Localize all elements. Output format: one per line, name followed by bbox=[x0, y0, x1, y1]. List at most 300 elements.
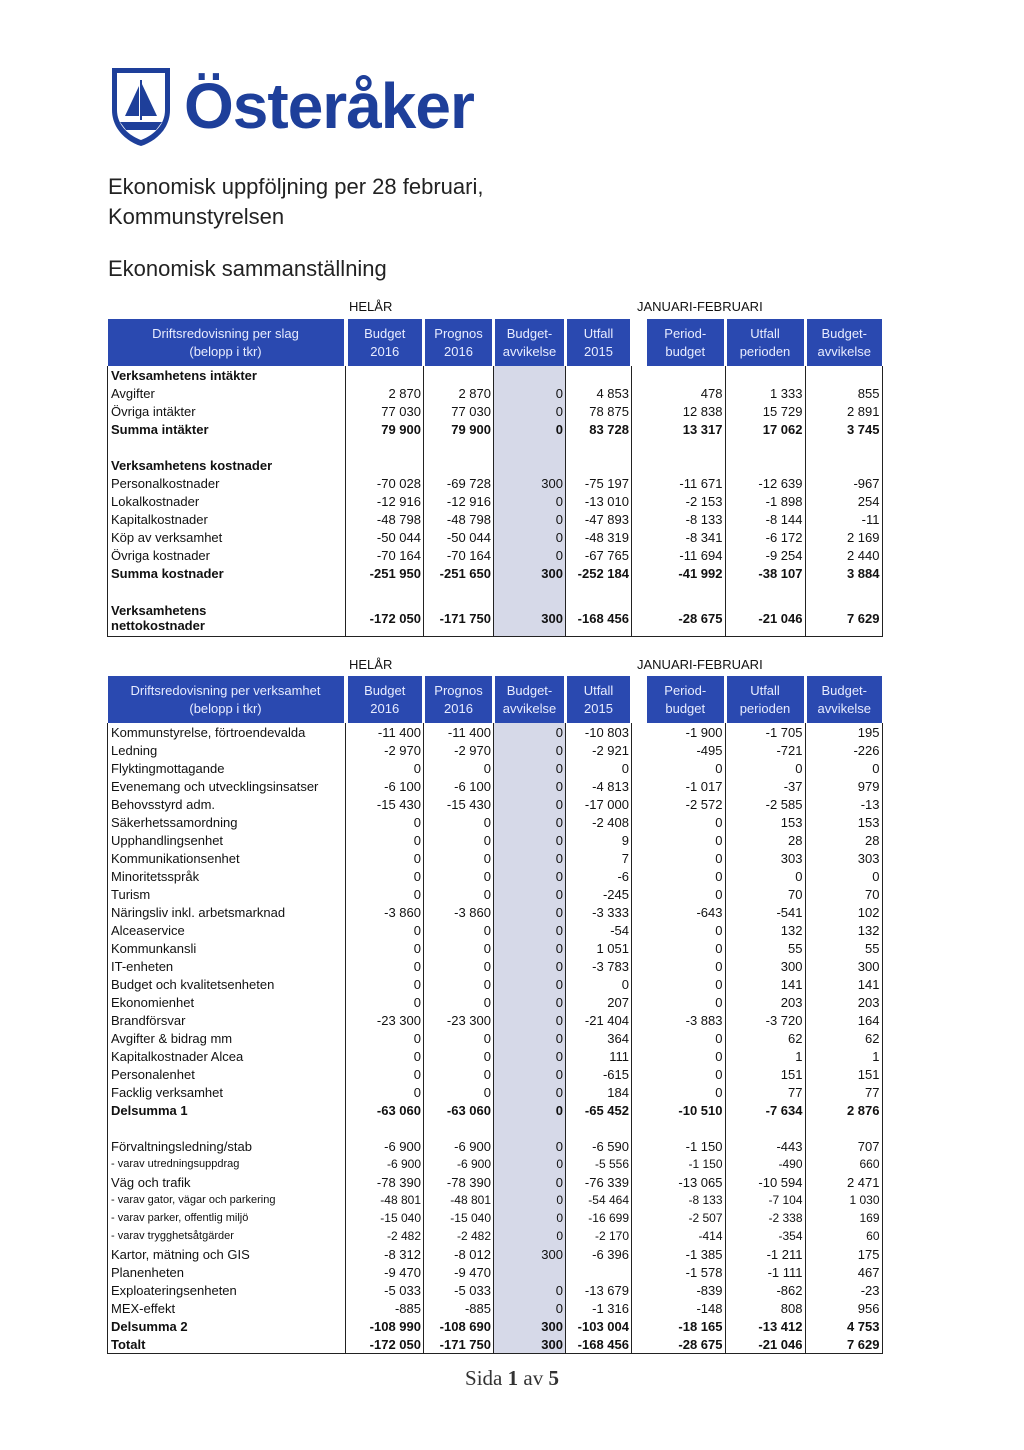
cell-utfall: -17 000 bbox=[566, 795, 632, 813]
cell-avvikelse-period: 7 629 bbox=[805, 600, 882, 637]
cell-avvikelse: 0 bbox=[494, 1173, 566, 1191]
table-row bbox=[108, 1065, 883, 1083]
cell-utfall-perioden: 17 062 bbox=[725, 420, 805, 438]
cell-avvikelse: 300 bbox=[494, 564, 566, 582]
column-gap bbox=[632, 402, 648, 420]
cell-prognos: 79 900 bbox=[424, 420, 494, 438]
cell-utfall: 1 051 bbox=[566, 939, 632, 957]
cell-avvikelse-period: 164 bbox=[805, 1011, 882, 1029]
cell-avvikelse-period: 0 bbox=[805, 759, 882, 777]
row-label: Lokalkostnader bbox=[108, 492, 346, 510]
cell-budget: -9 470 bbox=[346, 1263, 424, 1281]
table-row bbox=[108, 1029, 883, 1047]
cell-prognos: -8 012 bbox=[424, 1245, 494, 1263]
table-row bbox=[108, 1083, 883, 1101]
cell-avvikelse-period: 2 876 bbox=[805, 1101, 882, 1119]
cell-periodbudget: -495 bbox=[647, 741, 725, 759]
cell-avvikelse: 0 bbox=[494, 993, 566, 1011]
cell-budget: -6 900 bbox=[346, 1137, 424, 1155]
cell-budget: -63 060 bbox=[346, 1101, 424, 1119]
table-row bbox=[108, 1281, 883, 1299]
cell-utfall-perioden: -721 bbox=[725, 741, 805, 759]
cell-avvikelse-period: 1 030 bbox=[805, 1191, 882, 1209]
cell-prognos: -251 650 bbox=[424, 564, 494, 582]
column-gap bbox=[632, 456, 648, 474]
cell-periodbudget bbox=[647, 582, 725, 600]
cell-avvikelse: 0 bbox=[494, 885, 566, 903]
column-gap bbox=[632, 1029, 648, 1047]
cell-avvikelse-period: 855 bbox=[805, 384, 882, 402]
footer-mid: av bbox=[523, 1366, 544, 1390]
cell-budget: -48 798 bbox=[346, 510, 424, 528]
cell-avvikelse-period: 1 bbox=[805, 1047, 882, 1065]
cell-budget: 0 bbox=[346, 849, 424, 867]
cell-avvikelse: 0 bbox=[494, 420, 566, 438]
cell-utfall-perioden: -2 585 bbox=[725, 795, 805, 813]
table-row bbox=[108, 867, 883, 885]
row-label: Totalt bbox=[108, 1335, 346, 1354]
cell-avvikelse: 0 bbox=[494, 957, 566, 975]
column-gap bbox=[632, 510, 648, 528]
cell-utfall-perioden: 1 333 bbox=[725, 384, 805, 402]
cell-utfall: -13 679 bbox=[566, 1281, 632, 1299]
column-gap bbox=[632, 564, 648, 582]
cell-budget: 0 bbox=[346, 993, 424, 1011]
table-row bbox=[108, 456, 883, 474]
cell-avvikelse-period: -23 bbox=[805, 1281, 882, 1299]
cell-avvikelse-period: 4 753 bbox=[805, 1317, 882, 1335]
cell-utfall-perioden: -13 412 bbox=[725, 1317, 805, 1335]
column-gap bbox=[632, 903, 648, 921]
cell-prognos: 0 bbox=[424, 939, 494, 957]
cell-avvikelse: 0 bbox=[494, 1209, 566, 1227]
cell-budget: -2 970 bbox=[346, 741, 424, 759]
cell-prognos: 0 bbox=[424, 1083, 494, 1101]
cell-prognos: -15 040 bbox=[424, 1209, 494, 1227]
cell-utfall bbox=[566, 1263, 632, 1281]
cell-avvikelse-period: 2 891 bbox=[805, 402, 882, 420]
table-row bbox=[108, 1155, 883, 1173]
column-gap bbox=[632, 957, 648, 975]
row-label: - varav gator, vägar och parkering bbox=[108, 1191, 346, 1209]
cell-prognos: 0 bbox=[424, 867, 494, 885]
cell-periodbudget: -1 150 bbox=[647, 1155, 725, 1173]
cell-avvikelse bbox=[494, 1263, 566, 1281]
row-label: Kommunkansli bbox=[108, 939, 346, 957]
table-header-row bbox=[108, 676, 883, 723]
cell-periodbudget: -13 065 bbox=[647, 1173, 725, 1191]
table-row bbox=[108, 510, 883, 528]
cell-utfall-perioden: -9 254 bbox=[725, 546, 805, 564]
cell-utfall-perioden: -1 898 bbox=[725, 492, 805, 510]
cell-periodbudget: 0 bbox=[647, 867, 725, 885]
row-label: Summa intäkter bbox=[108, 420, 346, 438]
cell-periodbudget bbox=[647, 1119, 725, 1137]
cell-utfall-perioden: -3 720 bbox=[725, 1011, 805, 1029]
cell-budget: 0 bbox=[346, 759, 424, 777]
cell-periodbudget: -8 341 bbox=[647, 528, 725, 546]
cell-prognos: -23 300 bbox=[424, 1011, 494, 1029]
cell-utfall-perioden: -862 bbox=[725, 1281, 805, 1299]
row-label: Väg och trafik bbox=[108, 1173, 346, 1191]
cell-avvikelse bbox=[494, 366, 566, 384]
table-row bbox=[108, 993, 883, 1011]
cell-budget: 2 870 bbox=[346, 384, 424, 402]
cell-periodbudget: -28 675 bbox=[647, 600, 725, 637]
cell-budget bbox=[346, 456, 424, 474]
cell-utfall-perioden: -21 046 bbox=[725, 600, 805, 637]
page-footer bbox=[0, 1366, 1024, 1391]
cell-utfall: -245 bbox=[566, 885, 632, 903]
cell-utfall: -2 408 bbox=[566, 813, 632, 831]
cell-utfall-perioden: -38 107 bbox=[725, 564, 805, 582]
row-label: Flyktingmottagande bbox=[108, 759, 346, 777]
row-label: Summa kostnader bbox=[108, 564, 346, 582]
cell-periodbudget: 0 bbox=[647, 921, 725, 939]
cell-avvikelse-period: 70 bbox=[805, 885, 882, 903]
cell-avvikelse-period bbox=[805, 456, 882, 474]
cell-budget: 0 bbox=[346, 1065, 424, 1083]
table-row bbox=[108, 903, 883, 921]
table-row bbox=[108, 849, 883, 867]
cell-prognos bbox=[424, 1119, 494, 1137]
header-prognos: Prognos 2016 bbox=[424, 319, 494, 366]
cell-periodbudget: -8 133 bbox=[647, 1191, 725, 1209]
cell-avvikelse: 0 bbox=[494, 777, 566, 795]
cell-prognos: 0 bbox=[424, 885, 494, 903]
column-gap bbox=[632, 492, 648, 510]
footer-prefix: Sida bbox=[465, 1366, 503, 1390]
table-row bbox=[108, 528, 883, 546]
row-label: Övriga kostnader bbox=[108, 546, 346, 564]
column-gap bbox=[632, 1011, 648, 1029]
column-gap bbox=[632, 849, 648, 867]
cell-prognos: -6 100 bbox=[424, 777, 494, 795]
cell-avvikelse: 300 bbox=[494, 1335, 566, 1354]
cell-periodbudget: -1 017 bbox=[647, 777, 725, 795]
header-utfall-perioden: Utfall perioden bbox=[725, 319, 805, 366]
cell-periodbudget bbox=[647, 438, 725, 456]
cell-utfall bbox=[566, 582, 632, 600]
cell-avvikelse-period: 2 169 bbox=[805, 528, 882, 546]
cell-prognos: -48 801 bbox=[424, 1191, 494, 1209]
row-label bbox=[108, 1119, 346, 1137]
cell-utfall: -21 404 bbox=[566, 1011, 632, 1029]
cell-avvikelse: 0 bbox=[494, 741, 566, 759]
cell-prognos: -78 390 bbox=[424, 1173, 494, 1191]
cell-budget: -12 916 bbox=[346, 492, 424, 510]
cell-prognos: -69 728 bbox=[424, 474, 494, 492]
cell-utfall: -76 339 bbox=[566, 1173, 632, 1191]
cell-prognos: -171 750 bbox=[424, 600, 494, 637]
column-gap bbox=[632, 1065, 648, 1083]
header-budget: Budget 2016 bbox=[346, 676, 424, 723]
cell-periodbudget: -18 165 bbox=[647, 1317, 725, 1335]
header-avvikelse-period: Budget- avvikelse bbox=[805, 676, 882, 723]
cell-avvikelse-period: 60 bbox=[805, 1227, 882, 1245]
logo-wordmark: Österåker bbox=[184, 70, 474, 142]
table-row bbox=[108, 759, 883, 777]
section-title: Ekonomisk sammanställning bbox=[108, 256, 387, 281]
cell-prognos: -171 750 bbox=[424, 1335, 494, 1354]
table-row bbox=[108, 921, 883, 939]
table-row bbox=[108, 777, 883, 795]
cell-avvikelse: 0 bbox=[494, 1047, 566, 1065]
cell-periodbudget: 0 bbox=[647, 849, 725, 867]
cell-utfall: -65 452 bbox=[566, 1101, 632, 1119]
cell-utfall-perioden: -354 bbox=[725, 1227, 805, 1245]
cell-periodbudget: -8 133 bbox=[647, 510, 725, 528]
table-row bbox=[108, 1245, 883, 1263]
column-gap bbox=[632, 993, 648, 1011]
period-label-ytd-2: JANUARI-FEBRUARI bbox=[637, 657, 763, 672]
cell-utfall: -103 004 bbox=[566, 1317, 632, 1335]
cell-periodbudget: -11 671 bbox=[647, 474, 725, 492]
table-row bbox=[108, 402, 883, 420]
header-prognos: Prognos 2016 bbox=[424, 676, 494, 723]
cell-avvikelse-period: -226 bbox=[805, 741, 882, 759]
cell-avvikelse-period: 141 bbox=[805, 975, 882, 993]
cell-budget: -3 860 bbox=[346, 903, 424, 921]
row-label: Exploateringsenheten bbox=[108, 1281, 346, 1299]
cell-utfall: -2 921 bbox=[566, 741, 632, 759]
row-label: Kommunstyrelse, förtroendevalda bbox=[108, 723, 346, 741]
table-per-slag bbox=[107, 319, 883, 637]
cell-avvikelse-period: 132 bbox=[805, 921, 882, 939]
header-avvikelse: Budget- avvikelse bbox=[494, 676, 566, 723]
cell-utfall: -6 bbox=[566, 867, 632, 885]
row-label: Brandförsvar bbox=[108, 1011, 346, 1029]
cell-prognos: -48 798 bbox=[424, 510, 494, 528]
table-row bbox=[108, 384, 883, 402]
cell-avvikelse-period bbox=[805, 582, 882, 600]
cell-avvikelse: 0 bbox=[494, 402, 566, 420]
cell-prognos: -50 044 bbox=[424, 528, 494, 546]
municipal-shield-icon bbox=[108, 64, 174, 148]
cell-utfall-perioden: -21 046 bbox=[725, 1335, 805, 1354]
cell-avvikelse: 0 bbox=[494, 921, 566, 939]
cell-periodbudget: 0 bbox=[647, 1065, 725, 1083]
cell-utfall-perioden: -2 338 bbox=[725, 1209, 805, 1227]
cell-utfall-perioden: 153 bbox=[725, 813, 805, 831]
row-label: Näringsliv inkl. arbetsmarknad bbox=[108, 903, 346, 921]
cell-avvikelse-period: 28 bbox=[805, 831, 882, 849]
row-label: - varav utredningsuppdrag bbox=[108, 1155, 346, 1173]
cell-avvikelse: 0 bbox=[494, 1011, 566, 1029]
cell-avvikelse-period bbox=[805, 1119, 882, 1137]
cell-utfall-perioden: 77 bbox=[725, 1083, 805, 1101]
row-label: Köp av verksamhet bbox=[108, 528, 346, 546]
header-budget: Budget 2016 bbox=[346, 319, 424, 366]
cell-budget: -172 050 bbox=[346, 1335, 424, 1354]
cell-prognos: 0 bbox=[424, 849, 494, 867]
cell-avvikelse: 0 bbox=[494, 1083, 566, 1101]
cell-utfall-perioden: 151 bbox=[725, 1065, 805, 1083]
cell-utfall-perioden: -10 594 bbox=[725, 1173, 805, 1191]
row-label: Turism bbox=[108, 885, 346, 903]
row-label: Personalkostnader bbox=[108, 474, 346, 492]
cell-utfall bbox=[566, 456, 632, 474]
row-label: Kapitalkostnader bbox=[108, 510, 346, 528]
row-label: IT-enheten bbox=[108, 957, 346, 975]
cell-budget: -78 390 bbox=[346, 1173, 424, 1191]
report-title-line1: Ekonomisk uppföljning per 28 februari, bbox=[108, 174, 484, 199]
column-gap bbox=[632, 777, 648, 795]
cell-utfall bbox=[566, 1119, 632, 1137]
header-periodbudget: Period- budget bbox=[647, 676, 725, 723]
cell-budget: -251 950 bbox=[346, 564, 424, 582]
cell-avvikelse: 0 bbox=[494, 723, 566, 741]
column-gap bbox=[632, 546, 648, 564]
cell-utfall-perioden: -541 bbox=[725, 903, 805, 921]
cell-utfall: -48 319 bbox=[566, 528, 632, 546]
table-row bbox=[108, 564, 883, 582]
column-gap bbox=[632, 1083, 648, 1101]
cell-utfall-perioden: 132 bbox=[725, 921, 805, 939]
table-header-row bbox=[108, 319, 883, 366]
cell-avvikelse-period: 153 bbox=[805, 813, 882, 831]
column-gap bbox=[632, 975, 648, 993]
cell-utfall: -168 456 bbox=[566, 1335, 632, 1354]
cell-budget: -885 bbox=[346, 1299, 424, 1317]
cell-avvikelse: 0 bbox=[494, 867, 566, 885]
column-gap bbox=[632, 1299, 648, 1317]
header-avvikelse: Budget- avvikelse bbox=[494, 319, 566, 366]
report-title-line2: Kommunstyrelsen bbox=[108, 203, 285, 229]
cell-prognos: 0 bbox=[424, 957, 494, 975]
cell-avvikelse: 300 bbox=[494, 1245, 566, 1263]
cell-avvikelse-period: -967 bbox=[805, 474, 882, 492]
column-gap bbox=[632, 921, 648, 939]
table-row bbox=[108, 366, 883, 384]
cell-utfall: -2 170 bbox=[566, 1227, 632, 1245]
cell-avvikelse: 0 bbox=[494, 1155, 566, 1173]
cell-prognos: -12 916 bbox=[424, 492, 494, 510]
cell-periodbudget: -3 883 bbox=[647, 1011, 725, 1029]
cell-utfall: -10 803 bbox=[566, 723, 632, 741]
cell-periodbudget: -839 bbox=[647, 1281, 725, 1299]
table-row bbox=[108, 1101, 883, 1119]
cell-utfall-perioden: 141 bbox=[725, 975, 805, 993]
cell-avvikelse-period bbox=[805, 438, 882, 456]
table-per-verksamhet bbox=[107, 676, 883, 1354]
cell-budget: -108 990 bbox=[346, 1317, 424, 1335]
table-row bbox=[108, 813, 883, 831]
cell-periodbudget: 0 bbox=[647, 813, 725, 831]
cell-prognos: 0 bbox=[424, 975, 494, 993]
cell-prognos: 0 bbox=[424, 1065, 494, 1083]
column-gap bbox=[632, 474, 648, 492]
cell-avvikelse: 0 bbox=[494, 1029, 566, 1047]
table-row bbox=[108, 975, 883, 993]
cell-avvikelse-period: 3 884 bbox=[805, 564, 882, 582]
cell-utfall-perioden: -490 bbox=[725, 1155, 805, 1173]
cell-periodbudget: 478 bbox=[647, 384, 725, 402]
cell-prognos: 0 bbox=[424, 1029, 494, 1047]
cell-utfall: 4 853 bbox=[566, 384, 632, 402]
cell-utfall-perioden bbox=[725, 456, 805, 474]
row-label: Säkerhetssamordning bbox=[108, 813, 346, 831]
cell-avvikelse: 0 bbox=[494, 975, 566, 993]
cell-prognos: -11 400 bbox=[424, 723, 494, 741]
cell-utfall-perioden: -12 639 bbox=[725, 474, 805, 492]
cell-periodbudget: -10 510 bbox=[647, 1101, 725, 1119]
cell-avvikelse: 0 bbox=[494, 492, 566, 510]
cell-utfall-perioden: 0 bbox=[725, 759, 805, 777]
row-label: Facklig verksamhet bbox=[108, 1083, 346, 1101]
cell-prognos: -70 164 bbox=[424, 546, 494, 564]
cell-avvikelse: 0 bbox=[494, 849, 566, 867]
cell-utfall: -4 813 bbox=[566, 777, 632, 795]
cell-utfall: 111 bbox=[566, 1047, 632, 1065]
report-title bbox=[108, 172, 608, 231]
column-gap bbox=[632, 867, 648, 885]
cell-avvikelse: 0 bbox=[494, 939, 566, 957]
cell-periodbudget: -148 bbox=[647, 1299, 725, 1317]
row-label: Planenheten bbox=[108, 1263, 346, 1281]
cell-budget: -5 033 bbox=[346, 1281, 424, 1299]
cell-avvikelse: 300 bbox=[494, 1317, 566, 1335]
cell-utfall: 207 bbox=[566, 993, 632, 1011]
cell-avvikelse-period: 203 bbox=[805, 993, 882, 1011]
cell-budget: 0 bbox=[346, 1083, 424, 1101]
cell-budget: -8 312 bbox=[346, 1245, 424, 1263]
header-utfall: Utfall 2015 bbox=[566, 676, 632, 723]
cell-periodbudget: 0 bbox=[647, 957, 725, 975]
cell-periodbudget: 0 bbox=[647, 993, 725, 1011]
row-label: Personalenhet bbox=[108, 1065, 346, 1083]
cell-periodbudget bbox=[647, 456, 725, 474]
column-gap bbox=[632, 831, 648, 849]
column-gap bbox=[632, 795, 648, 813]
cell-avvikelse bbox=[494, 456, 566, 474]
cell-prognos: -6 900 bbox=[424, 1155, 494, 1173]
table-row bbox=[108, 1011, 883, 1029]
period-label-ytd: JANUARI-FEBRUARI bbox=[637, 299, 763, 314]
cell-periodbudget: 13 317 bbox=[647, 420, 725, 438]
cell-avvikelse-period: 2 440 bbox=[805, 546, 882, 564]
column-gap bbox=[632, 1191, 648, 1209]
cell-avvikelse: 0 bbox=[494, 903, 566, 921]
cell-prognos bbox=[424, 438, 494, 456]
cell-utfall-perioden: 303 bbox=[725, 849, 805, 867]
column-gap bbox=[632, 1227, 648, 1245]
cell-prognos bbox=[424, 582, 494, 600]
cell-periodbudget: 0 bbox=[647, 831, 725, 849]
cell-avvikelse: 0 bbox=[494, 384, 566, 402]
table-row bbox=[108, 420, 883, 438]
table-row bbox=[108, 1263, 883, 1281]
cell-periodbudget: 0 bbox=[647, 1083, 725, 1101]
cell-prognos: 0 bbox=[424, 921, 494, 939]
cell-utfall-perioden: -1 111 bbox=[725, 1263, 805, 1281]
row-label: Ledning bbox=[108, 741, 346, 759]
table-row bbox=[108, 1047, 883, 1065]
column-gap bbox=[632, 1317, 648, 1335]
column-gap bbox=[632, 1101, 648, 1119]
column-gap bbox=[632, 1047, 648, 1065]
cell-utfall: -13 010 bbox=[566, 492, 632, 510]
cell-avvikelse-period: 7 629 bbox=[805, 1335, 882, 1354]
cell-avvikelse-period: 467 bbox=[805, 1263, 882, 1281]
header-driftsredovisning: Driftsredovisning per verksamhet (belopp i tkr) bbox=[108, 676, 346, 723]
row-label: Ekonomienhet bbox=[108, 993, 346, 1011]
row-label: Verksamhetens intäkter bbox=[108, 366, 346, 384]
footer-page-total: 5 bbox=[548, 1366, 559, 1390]
cell-utfall-perioden bbox=[725, 1119, 805, 1137]
cell-prognos: -3 860 bbox=[424, 903, 494, 921]
logo bbox=[108, 62, 474, 150]
